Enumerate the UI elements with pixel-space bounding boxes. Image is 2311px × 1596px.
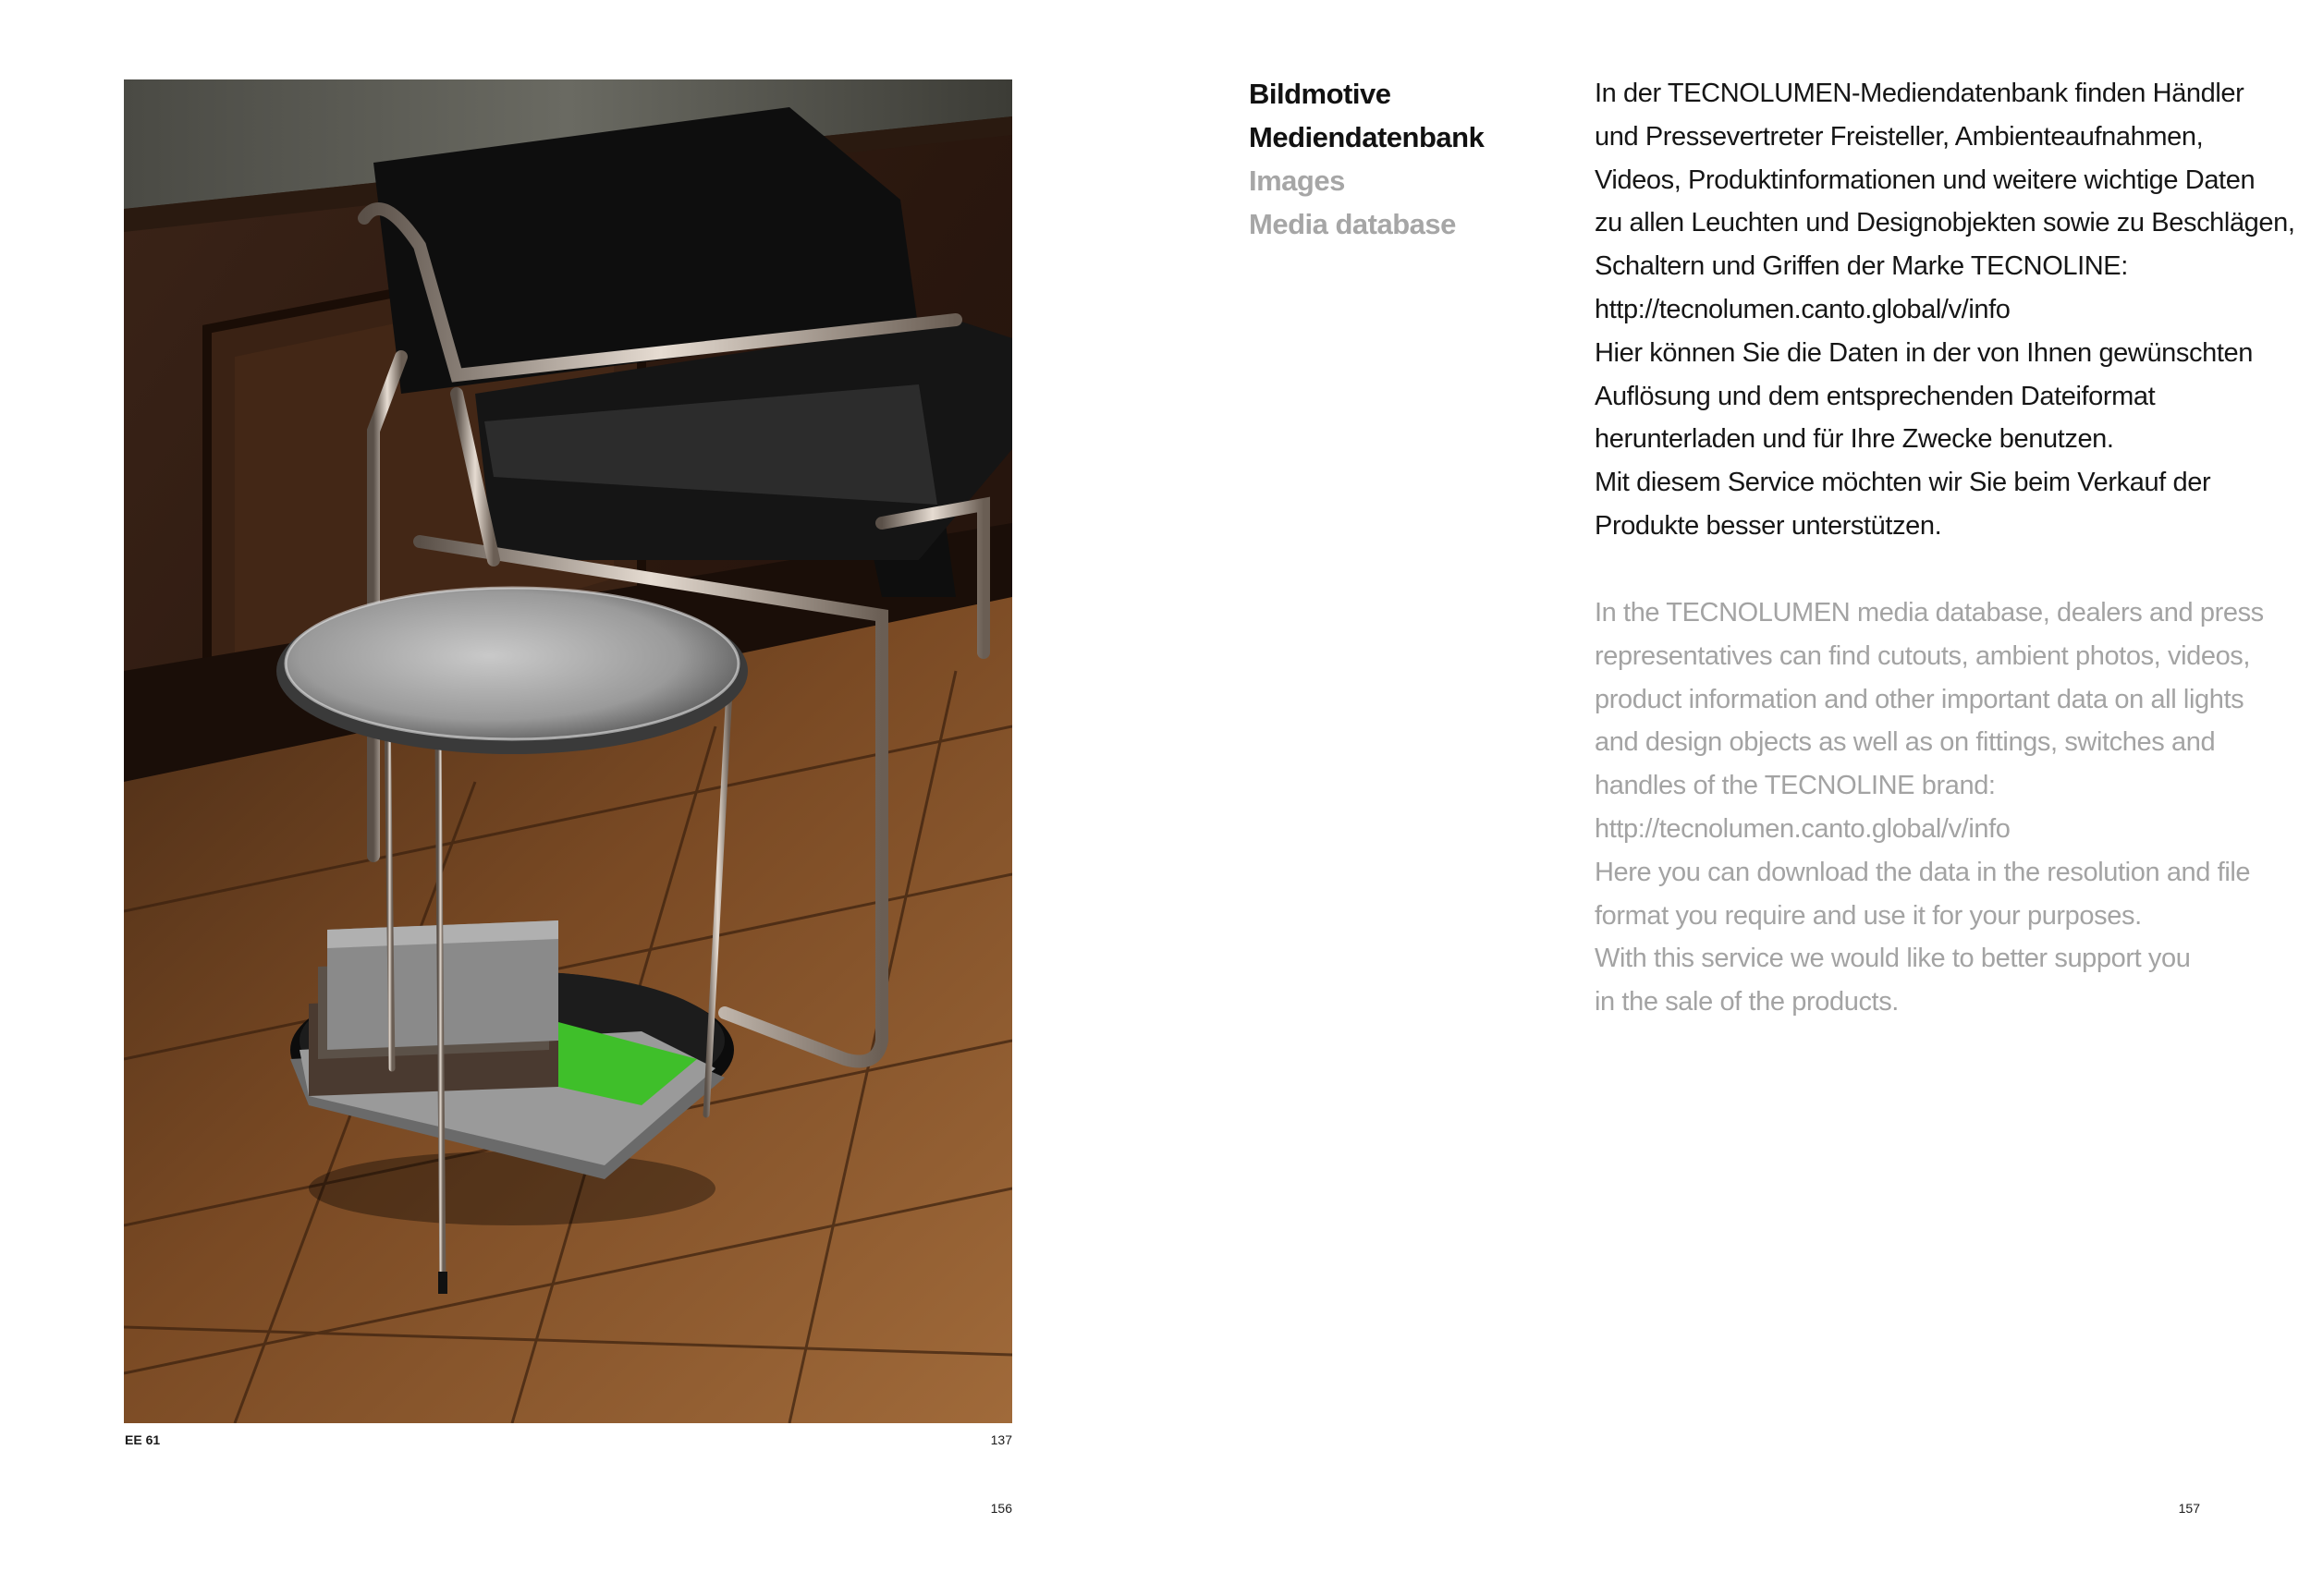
english-line: In the TECNOLUMEN media database, dealers and press [1595, 598, 2264, 627]
english-line: format you require and use it for your purposes. [1595, 900, 2142, 931]
english-line: With this service we would like to better support you [1595, 944, 2191, 974]
german-line: Produkte besser unterstützen. [1595, 510, 1942, 541]
german-line: zu allen Leuchten und Designobjekten sowie zu Beschlägen, [1595, 208, 2295, 238]
english-paragraph [1595, 591, 2279, 1024]
german-link[interactable]: http://tecnolumen.canto.global/v/info [1595, 294, 2011, 324]
german-line: Videos, Produktinformationen und weitere wichtige Daten [1595, 164, 2256, 195]
photo-number: 137 [990, 1432, 1012, 1447]
english-link[interactable]: http://tecnolumen.canto.global/v/info [1595, 813, 2011, 844]
product-photo [124, 79, 1012, 1423]
heading-de-title: Bildmotive [1249, 78, 1391, 110]
german-line: In der TECNOLUMEN-Mediendatenbank finden Händler [1595, 79, 2244, 108]
german-line: herunterladen und für Ihre Zwecke benutzen. [1595, 424, 2114, 455]
figure-caption: EE 61 [125, 1432, 161, 1447]
english-line: representatives can find cutouts, ambient photos, videos, [1595, 640, 2251, 671]
german-line: Schaltern und Griffen der Marke TECNOLINE: [1595, 251, 2128, 282]
english-line: in the sale of the products. [1595, 987, 1899, 1017]
page-number-left: 156 [990, 1501, 1012, 1516]
heading-de-subtitle: Mediendatenbank [1249, 121, 1485, 153]
heading-en-title: Images [1249, 164, 1345, 197]
english-line: Here you can download the data in the resolution and file [1595, 857, 2251, 887]
english-line: handles of the TECNOLINE brand: [1595, 771, 1996, 801]
section-headings [1249, 72, 1526, 246]
photo-illustration [124, 79, 1012, 1423]
german-line: Hier können Sie die Daten in der von Ihnen gewünschten [1595, 337, 2253, 368]
german-paragraph [1595, 72, 2295, 548]
page-number-right: 157 [2178, 1501, 2200, 1516]
german-line: und Pressevertreter Freisteller, Ambienteaufnahmen, [1595, 121, 2204, 152]
english-line: and design objects as well as on fittings, switches and [1595, 727, 2216, 758]
english-line: product information and other important data on all lights [1595, 684, 2244, 714]
heading-en-subtitle: Media database [1249, 208, 1456, 240]
german-line: Mit diesem Service möchten wir Sie beim Verkauf der [1595, 468, 2211, 498]
german-line: Auflösung und dem entsprechenden Dateiformat [1595, 381, 2156, 411]
